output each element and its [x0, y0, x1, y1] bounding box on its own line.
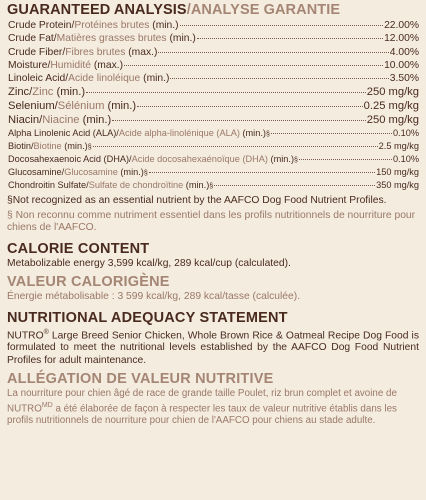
nutrient-name-fr: Acide docosahexaénoïque (DHA) [131, 154, 268, 165]
leader-dots [197, 38, 383, 39]
analysis-row: Alpha Linolenic Acid (ALA) / Acide alpha-linolénique (ALA) (min.) § 0.10% [8, 128, 419, 139]
nutrient-name-fr: Glucosamine [64, 167, 118, 178]
nutrient-name-fr: Humidité [50, 59, 91, 71]
calorie-heading-fr: VALEUR CALORIGÈNE [7, 274, 170, 291]
analysis-row [7, 46, 419, 59]
nutrient-value: 0.10% [392, 128, 419, 139]
nutrient-value: 0.10% [392, 154, 419, 165]
nutrient-name-fr: Acide alpha-linolénique (ALA) [118, 128, 240, 139]
unit-qualifier: (min.) [270, 154, 295, 165]
name-separator: / [116, 128, 119, 139]
leader-dots [271, 133, 392, 134]
guaranteed-analysis-heading [7, 2, 419, 19]
calorie-text-fr: Énergie métabolisable : 3 599 kcal/kg, 289 kcal/tasse (calculée). [7, 291, 301, 303]
nutrient-value: 0.25 mg/kg [363, 100, 419, 113]
adequacy-heading-en: NUTRITIONAL ADEQUACY STATEMENT [7, 309, 288, 326]
unit-qualifier: (min.) [82, 114, 112, 127]
leader-dots [124, 65, 383, 66]
nutrient-value: 10.00% [384, 59, 419, 71]
unit-qualifier: (min.) [242, 128, 266, 139]
unit-qualifier: (min.) [143, 73, 170, 85]
nutrient-name-fr: Sulfate de chondroïtine [88, 180, 184, 191]
nutrient-name-en: Alpha Linolenic Acid (ALA) [8, 128, 117, 139]
nutrient-name-fr: Acide linoléique [68, 73, 141, 85]
nutrient-name-en: Glucosamine [8, 167, 62, 178]
brand-name: NUTRO [7, 330, 44, 341]
name-separator: / [86, 180, 89, 191]
unit-qualifier: (min.) [152, 20, 179, 31]
nutrient-value: 4.00% [389, 46, 419, 58]
nutrient-name-fr: Protéines brutes [74, 20, 150, 31]
md-mark: MD [41, 401, 53, 409]
nutrient-value: 250 mg/kg [366, 114, 419, 127]
footnote-en: §Not recognized as an essential nutrient by the AAFCO Dog Food Nutrient Profiles. [7, 195, 387, 207]
brand-name-fr: NUTRO [7, 403, 42, 415]
adequacy-statement-en: Large Breed Senior Chicken, Whole Brown Rice & Oatmeal Recipe Dog Food is formulated to meet the nutritional levels established by the AAFCO Dog Food Nutrient Profiles for adult maintenance. [7, 330, 419, 366]
footnote-fr: § Non reconnu comme nutriment essentiel dans les profils nutritionnels de nourriture pour chiens de l'AAFCO. [7, 209, 416, 234]
name-separator: / [62, 46, 66, 58]
nutrient-name-en: Selenium [8, 100, 55, 113]
leader-dots [149, 172, 375, 173]
adequacy-statement-fr-part2: a été élaborée de façon à respecter les taux de valeur nutritive établis dans les profils nutritionnels de nourriture pour chien de l'AAFCO pour chiens au stade adulte. [7, 403, 397, 427]
nutrient-value: 150 mg/kg [376, 167, 419, 178]
leader-dots [93, 146, 378, 147]
name-separator: / [53, 33, 57, 45]
analysis-row [7, 59, 419, 72]
unit-qualifier: (min.) [169, 33, 196, 45]
nutrient-name-fr: Zinc [32, 86, 54, 99]
analysis-row [7, 72, 419, 85]
nutrient-value: 350 mg/kg [376, 180, 419, 191]
analysis-row: Chondroitin Sulfate / Sulfate de chondroïtine (min.) § 350 mg/kg [8, 180, 419, 191]
name-separator: / [29, 86, 33, 99]
name-separator: / [129, 154, 132, 165]
nutrient-name-en: Crude Protein [8, 20, 72, 31]
analysis-row: Biotin / Biotine (min.) § 2.5 mg/kg [8, 141, 419, 152]
nutrient-value: 3.50% [389, 73, 419, 85]
leader-dots [112, 120, 366, 121]
unit-qualifier: (max.) [128, 46, 158, 58]
leader-dots [158, 52, 388, 53]
nutrient-name-en: Zinc [8, 86, 30, 99]
nutrient-name-en: Biotin [8, 141, 31, 152]
analysis-row [7, 85, 419, 99]
adequacy-text-en [7, 327, 419, 367]
analysis-row: Docosahexaenoic Acid (DHA) / Acide docosahexaénoïque (DHA) (min.) § 0.10% [8, 154, 419, 165]
nutrient-name-en: Niacin [8, 114, 40, 127]
name-separator: / [30, 141, 34, 152]
nutrient-value: 12.00% [384, 33, 419, 45]
analysis-row [7, 113, 419, 127]
leader-dots [170, 78, 388, 79]
unit-qualifier: (min.) [185, 180, 210, 191]
leader-dots [137, 106, 363, 107]
leader-dots [86, 92, 366, 93]
nutrient-value: 22.00% [384, 20, 419, 31]
name-separator: / [71, 20, 75, 31]
calorie-text-en: Metabolizable energy 3,599 kcal/kg, 289 kcal/cup (calculated). [7, 257, 291, 269]
nutrient-name-fr: Biotine [33, 141, 62, 152]
adequacy-statement-fr-part1: La nourriture pour chien âgé de race de grande taille Poulet, riz brun complet et avoine de [7, 387, 397, 399]
analysis-row [7, 99, 419, 113]
name-separator: / [65, 73, 69, 85]
nutrient-name-fr: Fibres brutes [65, 46, 126, 58]
nutrient-name-fr: Sélénium [57, 100, 105, 113]
unit-qualifier: (min.) [107, 100, 137, 113]
name-separator: / [39, 114, 43, 127]
analysis-table [7, 19, 419, 192]
nutrient-name-en: Linoleic Acid [8, 73, 66, 85]
leader-dots [180, 25, 383, 26]
calorie-heading-en: CALORIE CONTENT [7, 240, 150, 257]
nutrient-value: 2.5 mg/kg [378, 141, 419, 152]
nutrient-name-en: Crude Fiber [8, 46, 63, 58]
heading-separator: / [186, 2, 191, 18]
heading-fr: ANALYSE GARANTIE [190, 2, 341, 18]
heading-en: GUARANTEED ANALYSIS [7, 2, 187, 18]
analysis-row: Glucosamine / Glucosamine (min.) § 150 mg/kg [8, 167, 419, 178]
leader-dots [299, 159, 392, 160]
nutrient-name-en: Moisture [8, 59, 48, 71]
unit-qualifier: (min.) [56, 86, 86, 99]
name-separator: / [47, 59, 51, 71]
analysis-row [7, 32, 419, 45]
unit-qualifier: (min.) [64, 141, 88, 152]
analysis-row [7, 19, 419, 32]
name-separator: / [61, 167, 65, 178]
registered-mark: ® [43, 328, 49, 336]
adequacy-text-fr [7, 388, 419, 427]
unit-qualifier: (max.) [93, 59, 124, 71]
name-separator: / [54, 100, 58, 113]
nutrient-name-fr: Niacine [42, 114, 80, 127]
nutrient-name-fr: Matières grasses brutes [56, 33, 167, 45]
nutrient-value: 250 mg/kg [366, 86, 419, 99]
nutrient-name-en: Crude Fat [8, 33, 54, 45]
adequacy-heading-fr: ALLÉGATION DE VALEUR NUTRITIVE [7, 370, 274, 387]
unit-qualifier: (min.) [120, 167, 144, 178]
nutrient-name-en: Chondroitin Sulfate [8, 180, 87, 191]
nutrient-name-en: Docosahexaenoic Acid (DHA) [8, 154, 130, 165]
leader-dots [214, 185, 375, 186]
